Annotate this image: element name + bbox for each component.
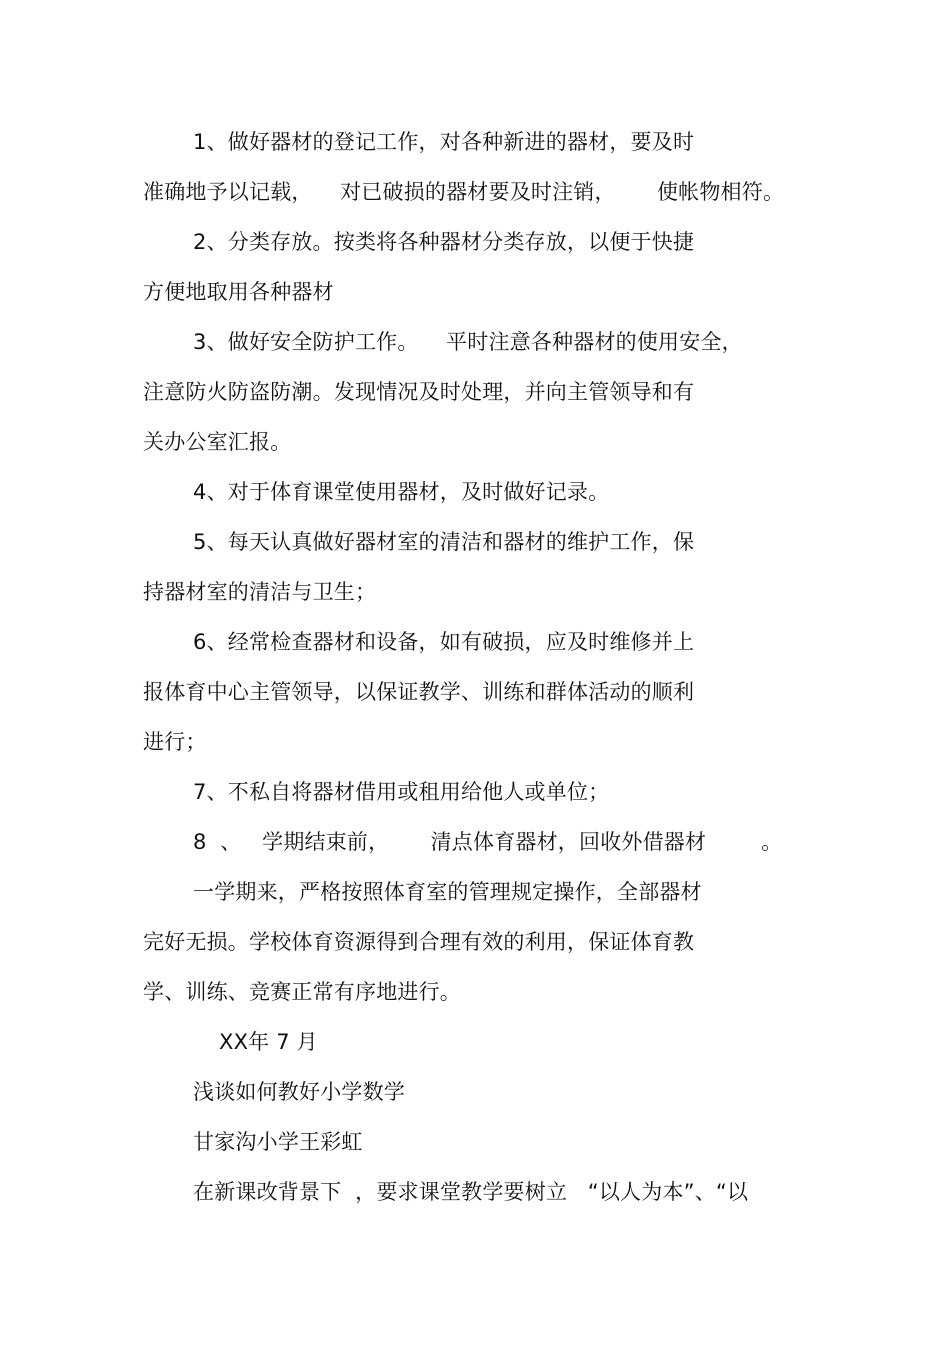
item-3-line-2: 注意防火防盗防潮。发现情况及时处理，并向主管领导和有 [143, 380, 695, 404]
article-author: 甘家沟小学王彩虹 [193, 1130, 363, 1154]
summary-line-1: 一学期来，严格按照体育室的管理规定操作，全部器材 [193, 880, 702, 904]
item-6-line-3: 进行； [143, 730, 207, 754]
date-line: XX年 7 月 [219, 1030, 318, 1054]
item-8-line-1: 8 、 学期结束前， 清点体育器材，回收外借器材 。 [193, 830, 783, 854]
item-3-line-1: 3、做好安全防护工作。 平时注意各种器材的使用安全， [193, 330, 743, 354]
item-1-line-2: 准确地予以记载， 对已破损的器材要及时注销， 使帐物相符。 [143, 180, 785, 204]
summary-line-3: 学、训练、竞赛正常有序地进行。 [143, 980, 461, 1004]
item-5-line-2: 持器材室的清洁与卫生； [143, 580, 377, 604]
article-title: 浅谈如何教好小学数学 [193, 1080, 405, 1104]
item-3-line-3: 关办公室汇报。 [143, 430, 292, 454]
item-4-line-1: 4、对于体育课堂使用器材，及时做好记录。 [193, 480, 610, 504]
item-2-line-1: 2、分类存放。按类将各种器材分类存放，以便于快捷 [193, 230, 695, 254]
item-2-line-2: 方便地取用各种器材 [143, 280, 334, 304]
summary-line-2: 完好无损。学校体育资源得到合理有效的利用，保证体育教 [143, 930, 695, 954]
item-6-line-1: 6、经常检查器材和设备，如有破损，应及时维修并上 [193, 630, 695, 654]
item-7-line-1: 7、不私自将器材借用或租用给他人或单位； [193, 780, 610, 804]
item-5-line-1: 5、每天认真做好器材室的清洁和器材的维护工作，保 [193, 530, 695, 554]
item-6-line-2: 报体育中心主管领导，以保证教学、训练和群体活动的顺利 [143, 680, 695, 704]
article-body-line-1: 在新课改背景下 ，要求课堂教学要树立 “以人为本”、“以 [193, 1180, 749, 1204]
item-1-line-1: 1、做好器材的登记工作，对各种新进的器材，要及时 [193, 130, 695, 154]
